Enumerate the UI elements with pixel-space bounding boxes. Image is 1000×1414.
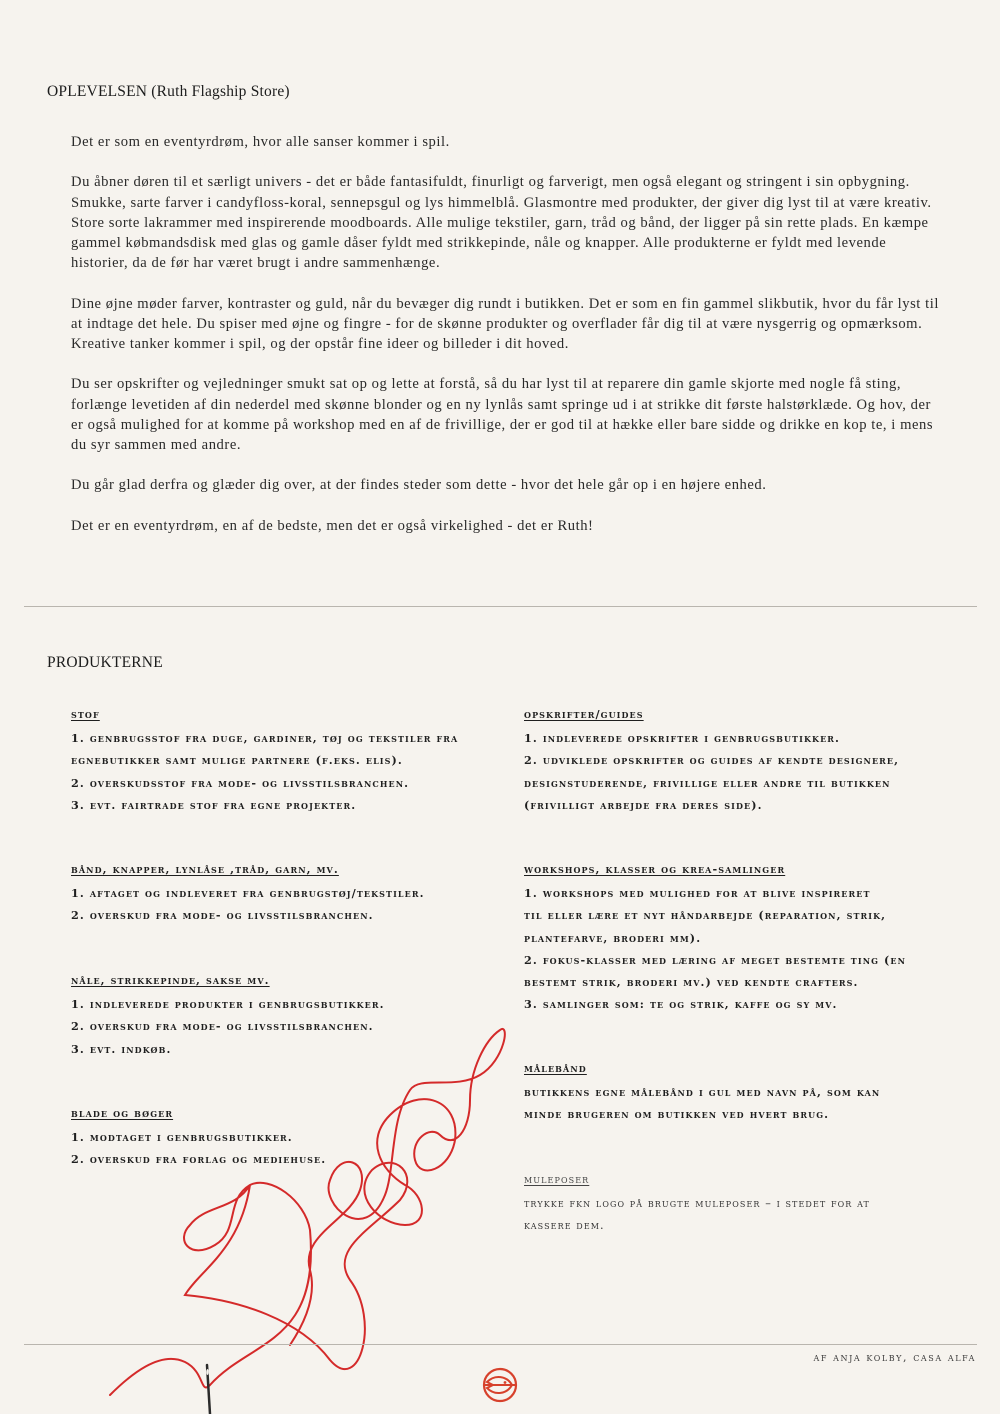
product-item: 3. samlinger som: te og strik, kaffe og sy mv. bbox=[524, 997, 838, 1012]
product-item: trykke fkn logo på brugte muleposer – i stedet for at bbox=[524, 1197, 870, 1210]
product-item: 3. evt. fairtrade stof fra egne projekter. bbox=[71, 797, 357, 812]
product-item: 2. overskud fra mode- og livsstilsbranchen. bbox=[71, 1019, 374, 1034]
product-group-heading: workshops, klasser og krea-samlinger bbox=[524, 862, 786, 876]
products-title: PRODUKTERNE bbox=[47, 654, 163, 671]
section-divider bbox=[24, 606, 977, 607]
intro-text bbox=[71, 132, 941, 556]
author-credit: af anja kolby, casa alfa bbox=[813, 1351, 976, 1364]
product-item: minde brugeren om butikken ved hvert brug. bbox=[524, 1107, 830, 1122]
product-group-baand bbox=[71, 861, 491, 927]
product-group-workshops bbox=[524, 861, 944, 1016]
needle-eye-icon bbox=[206, 1369, 208, 1375]
product-item: 1. indleverede produkter i genbrugsbutikker. bbox=[71, 997, 385, 1011]
needle-icon bbox=[207, 1365, 210, 1414]
product-group-maalebaand bbox=[524, 1060, 944, 1126]
intro-paragraph: Det er en eventyrdrøm, en af de bedste, men det er også virkelighed - det er Ruth! bbox=[71, 517, 594, 534]
product-group-naale bbox=[71, 972, 491, 1060]
product-item: 1. genbrugsstof fra duge, gardiner, tøj og tekstiler fra bbox=[71, 731, 459, 745]
product-group-muleposer bbox=[524, 1172, 944, 1238]
intro-paragraph: Du går glad derfra og glæder dig over, at der findes steder som dette - hvor det hele går op i en højere enhed. bbox=[71, 477, 767, 494]
product-group-stof bbox=[71, 706, 491, 816]
footer-divider bbox=[24, 1344, 977, 1345]
product-group-heading: nåle, strikkepinde, sakse mv. bbox=[71, 973, 270, 987]
product-item: 2. udviklede opskrifter og guides af kendte designere, bbox=[524, 753, 900, 768]
intro-title: OPLEVELSEN (Ruth Flagship Store) bbox=[47, 83, 290, 100]
product-item: plantefarve, broderi mm). bbox=[524, 930, 702, 945]
product-item: designstuderende, frivillige eller andre til butikken bbox=[524, 775, 891, 790]
product-group-blade bbox=[71, 1105, 491, 1171]
product-group-heading: blade og bøger bbox=[71, 1106, 174, 1120]
logo-eye bbox=[504, 1381, 507, 1384]
product-item: egnebutikker samt mulige partnere (f.eks. elis). bbox=[71, 753, 403, 768]
intro-paragraph: Dine øjne møder farver, kontraster og guld, når du bevæger dig rundt i butikken. Det er som en fin gammel slikbutik, hvor du får lyst til at indtage det hele. Du spiser med øjne og fingre - for de skønne produkter og overflader får dig til at være nysgerrig og opmærksom. Kreative tanker kommer i spil, og der opstår fine ideer og billeder i dit hoved. bbox=[71, 295, 939, 352]
product-item: 2. fokus-klasser med læring af meget bestemte ting (en bbox=[524, 952, 907, 967]
product-group-heading: opskrifter/guides bbox=[524, 707, 644, 721]
product-item: 1. workshops med mulighed for at blive inspireret bbox=[524, 886, 871, 900]
fish-circle-logo-icon bbox=[481, 1366, 519, 1404]
product-item: til eller lære et nyt håndarbejde (reparation, strik, bbox=[524, 908, 887, 923]
product-item: butikkens egne målebånd i gul med navn på, som kan bbox=[524, 1085, 881, 1099]
product-item: bestemt strik, broderi mv.) ved kendte crafters. bbox=[524, 975, 859, 990]
product-item: 2. overskud fra forlag og mediehuse. bbox=[71, 1152, 327, 1167]
intro-paragraph: Det er som en eventyrdrøm, hvor alle sanser kommer i spil. bbox=[71, 134, 450, 150]
intro-paragraph: Du åbner døren til et særligt univers - det er både fantasifuldt, finurligt og farverigt, men også elegant og stringent i sin opbygning. Smukke, sarte farver i candyfloss-koral, sennepsgul og lys himmelblå. Glasmontre med produkter, der giver dig lyst til at være kreativ. Store sorte lakrammer med inspirerende moodboards. Alle mulige tekstiler, garn, tråd og bånd, der ligger på sin rette plads. En kæmpe gammel købmandsdisk med glas og gamle dåser fyldt med strikkepinde, nåle og knapper. Alle produkterne er fyldt med levende historier, da de før har været brugt i andre sammenhænge. bbox=[71, 174, 932, 272]
product-group-heading: bånd, knapper, lynlåse ,tråd, garn, mv. bbox=[71, 862, 339, 876]
product-item: 2. overskud fra mode- og livsstilsbranchen. bbox=[71, 908, 374, 923]
product-group-heading: stof bbox=[71, 707, 100, 721]
product-item: 3. evt. indkøb. bbox=[71, 1041, 172, 1056]
product-item: kassere dem. bbox=[524, 1219, 605, 1233]
product-group-heading: muleposer bbox=[524, 1173, 590, 1186]
product-group-heading: målebånd bbox=[524, 1061, 587, 1075]
intro-paragraph: Du ser opskrifter og vejledninger smukt sat op og lette at forstå, så du har lyst til at reparere din gamle skjorte med nogle få sting, forlænge levetiden af din nederdel med skønne blonder og en ny lynlås samt springe ud i at strikke dit første halstørklæde. Og hov, der er også mulighed for at komme på workshop med en af de frivillige, der er god til at hække eller bare sidde og drikke en kop te, i mens du syr sammen med andre. bbox=[71, 376, 934, 453]
product-group-opskrifter bbox=[524, 706, 944, 816]
product-item: 1. indleverede opskrifter i genbrugsbutikker. bbox=[524, 731, 841, 745]
product-item: 2. overskudsstof fra mode- og livsstilsbranchen. bbox=[71, 775, 410, 790]
product-item: 1. modtaget i genbrugsbutikker. bbox=[71, 1130, 293, 1144]
product-item: 1. aftaget og indleveret fra genbrugstøj/tekstiler. bbox=[71, 886, 425, 900]
thread-line bbox=[110, 1029, 505, 1395]
product-item: (frivilligt arbejde fra deres side). bbox=[524, 797, 763, 812]
